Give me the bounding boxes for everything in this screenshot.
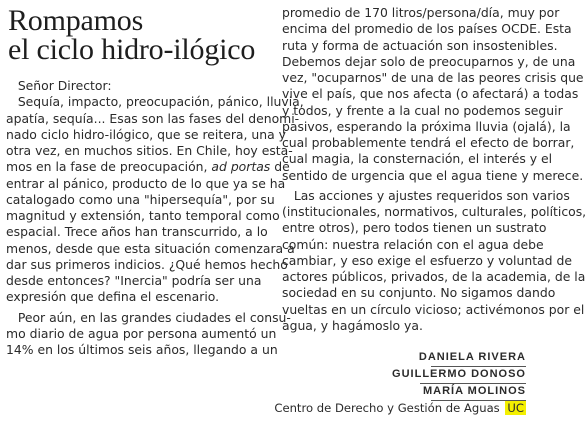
text-line: mos en la fase de preocupación, ad portas de (6, 159, 290, 175)
text-line: Las acciones y ajustes requeridos son varios (282, 187, 570, 203)
text-line: cual magia, la consternación, el interés y el (282, 151, 553, 167)
title-line: el ciclo hidro-ilógico (8, 33, 256, 66)
text-line: 14% en los últimos seis años, llegando a un (6, 342, 278, 357)
letter-title (8, 6, 258, 64)
emphasis: ad portas (211, 159, 271, 175)
text-line: Debemos dejar solo de preocuparnos y, de una (282, 53, 576, 69)
text-line: cual probablemente tendrá el efecto de borrar, (282, 135, 575, 150)
text-line: dar sus primeros indicios. ¿Qué hemos hecho (6, 256, 288, 272)
signature-rule (431, 366, 526, 367)
text-line: agua, y hagámoslo ya. (282, 317, 423, 333)
text-line: vez, "ocuparnos" de una de las peores crisis que (282, 70, 584, 85)
text-line: espacial. Trece años han transcurrido, a lo (6, 224, 268, 240)
signature-name: GUILLERMO DONOSO (392, 368, 526, 380)
text-line: catalogado como una "hipersequía", por su (6, 191, 275, 207)
text-line: común: nuestra relación con el agua debe (282, 236, 544, 252)
text-line: promedio de 170 litros/persona/día, muy por (282, 5, 560, 20)
text-line: desde entonces? "Inercia" podría ser una (6, 273, 262, 288)
text-line: cambiar, y eso exige el esfuerzo y voluntad de (282, 252, 572, 268)
text-line: encima del promedio de los países OCDE. Esta (282, 21, 572, 37)
text-line: Peor aún, en las grandes ciudades el consu- (6, 309, 291, 325)
text-line: entre otros), pero todos tienen un sustrato (282, 220, 547, 236)
text-line: mo diario de agua por persona aumentó un (6, 325, 277, 341)
signature-name: DANIELA RIVERA (418, 351, 526, 363)
right-column (282, 5, 586, 334)
signature-name: MARÍA MOLINOS (422, 385, 526, 397)
text-line: pasivos, esperando la próxima lluvia (ojalá), la (282, 118, 571, 134)
uc-highlight: UC (507, 401, 524, 415)
text-line: y todos, y frente a la cual no podemos seguir (282, 102, 563, 118)
text-line: ruta y forma de actuación son insostenibles. (282, 37, 558, 53)
left-column (6, 78, 304, 358)
text-line: sentido de urgencia que el agua tiene y merece. (282, 167, 584, 183)
affiliation (274, 401, 526, 415)
text-line: magnitud y extensión, tanto temporal como (6, 208, 280, 223)
text-line: vive el país, que nos afecta (o afectará) a todas (282, 86, 579, 102)
text-line: sociedad en su conjunto. No sigamos dando (282, 285, 556, 301)
affiliation-text: Centro de Derecho y Gestión de Aguas (274, 401, 500, 415)
text-line: entrar al pánico, producto de lo que ya se ha (6, 175, 286, 191)
text-line: (institucionales, normativos, culturales, políticos, (282, 204, 586, 219)
title-line: Rompamos (8, 4, 144, 37)
text-line: otra vez, en muchos sitios. En Chile, hoy esta- (6, 143, 293, 158)
salutation: Señor Director: (6, 78, 112, 93)
text-line: nado ciclo hidro-ilógico, que se reitera, una y (6, 126, 286, 142)
signature-rule (420, 383, 526, 384)
text-line: Sequía, impacto, preocupación, pánico, lluvia, (6, 94, 304, 110)
text-line: apatía, sequía... Esas son las fases del denomi- (6, 110, 300, 126)
text-line: vueltas en un círculo vicioso; activémonos por el (282, 301, 585, 317)
text-line: menos, desde que esta situación comenzara a (6, 240, 295, 256)
text-line: actores públicos, privados, de la academia, de la (282, 269, 586, 284)
text-line: expresión que defina el escenario. (6, 289, 220, 305)
